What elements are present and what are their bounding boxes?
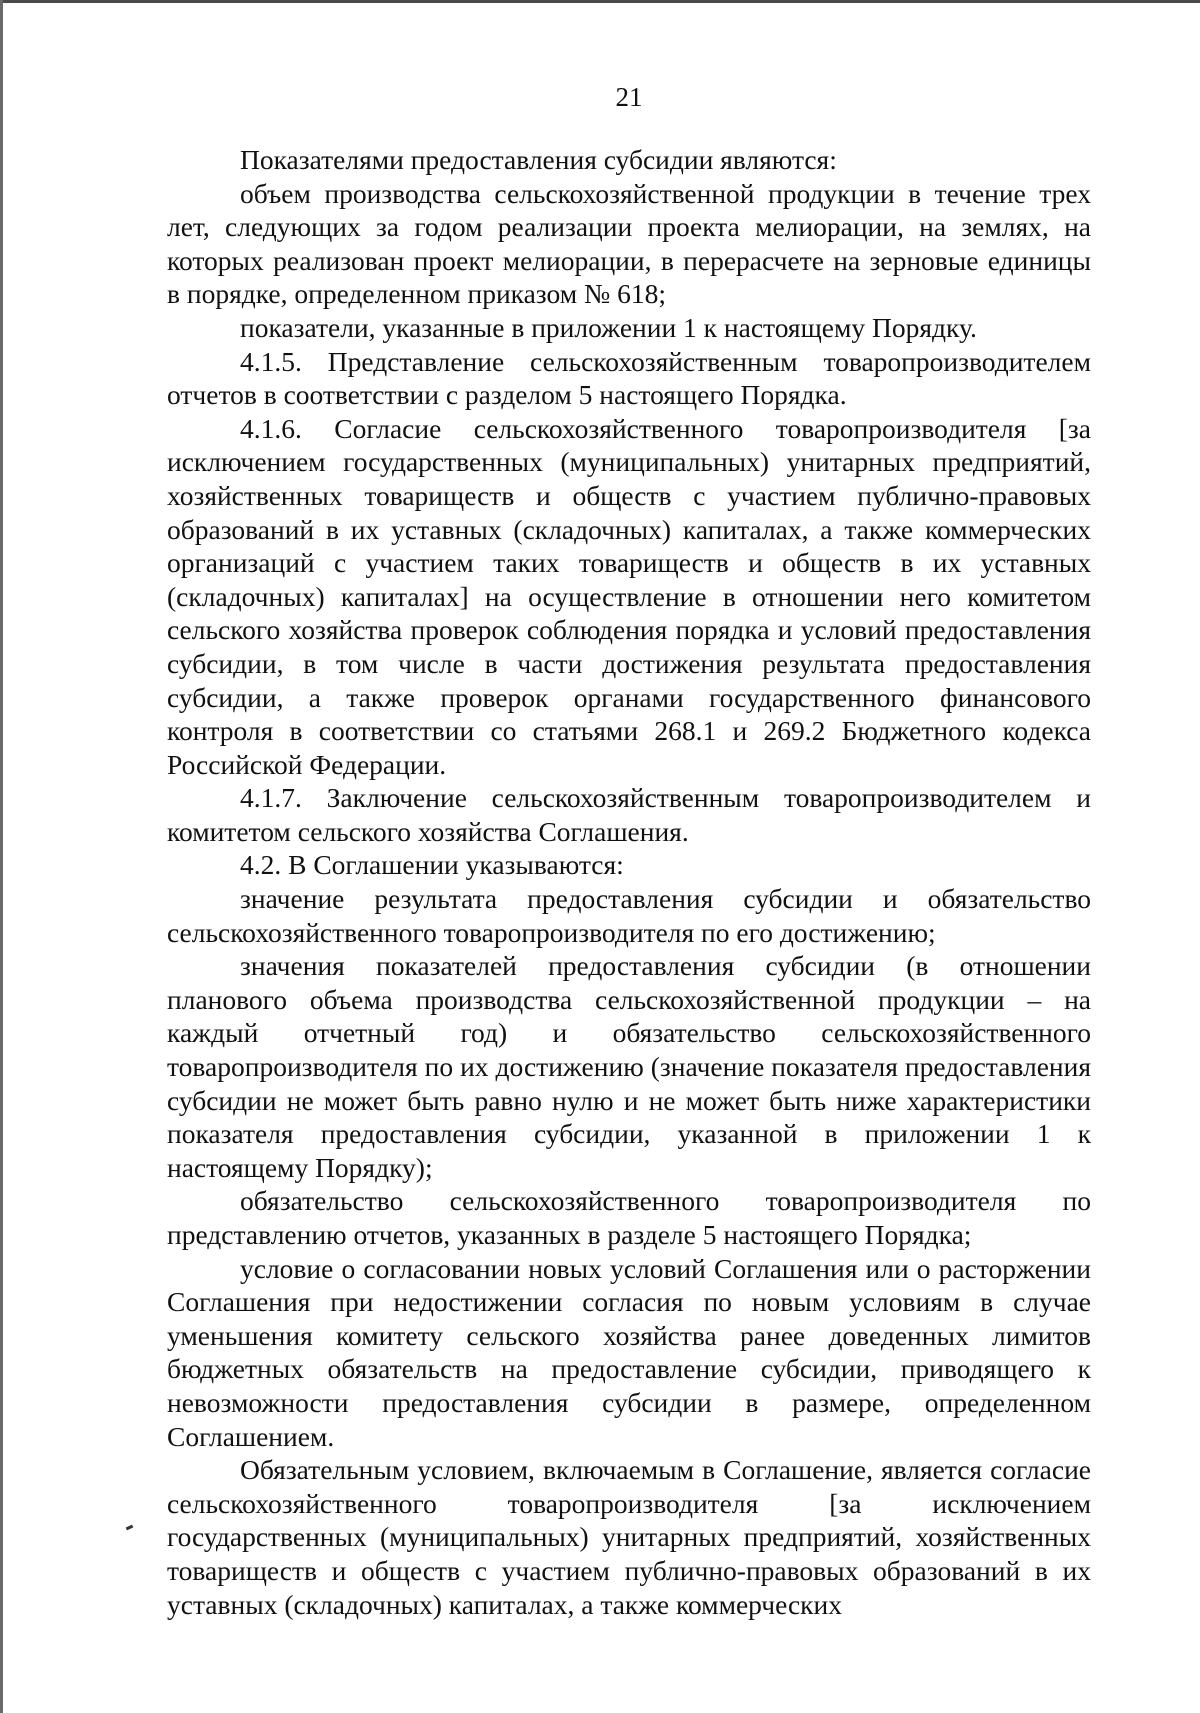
paragraph-appendix-indicators: показатели, указанные в приложении 1 к настоящему Порядку. [240, 311, 977, 343]
paragraph-reporting-obligation: обязательство сельскохозяйственного товаропроизводителя по представлению отчетов, указанных в разделе 5 настоящего Порядка; [167, 1185, 1091, 1250]
paragraph-indicators-intro: Показателями предоставления субсидии являются: [240, 144, 837, 175]
paragraph-clause-4-1-6: 4.1.6. Согласие сельскохозяйственного товаропроизводителя [за исключением государственных (муниципальных) унитарных предприятий, хозяйственных товариществ и обществ с участием публично-правовых образований в их уставных (складочных) капиталах, а также коммерческих организаций с участием таких товариществ и обществ в их уставных (складочных) капиталах] на осуществление в отношении него комитетом сельского хозяйства проверок соблюдения порядка и условий предоставления субсидии, в том числе в части достижения результата предоставления субсидии, а также проверок органами государственного финансового контроля в соответствии со статьями 268.1 и 269.2 Бюджетного кодекса Российской Федерации. [167, 412, 1091, 780]
paragraph-mandatory-condition: Обязательным условием, включаемым в Соглашение, является согласие сельскохозяйственного товаропроизводителя [за исключением государственных (муниципальных) унитарных предприятий, хозяйственных товариществ и обществ с участием публично-правовых образований в их уставных (складочных) капиталах, а также коммерческих [167, 1454, 1091, 1620]
scan-edge-left [0, 0, 3, 1713]
document-body [167, 143, 1091, 1621]
paragraph-clause-4-1-5: 4.1.5. Представление сельскохозяйственным товаропроизводителем отчетов в соответствии с разделом 5 настоящего Порядка. [167, 345, 1091, 411]
paragraph-clause-4-2: 4.2. В Соглашении указываются: [240, 849, 624, 881]
paragraph-new-conditions: условие о согласовании новых условий Соглашения или о расторжении Соглашения при недостижении согласия по новым условиям в случае уменьшения комитету сельского хозяйства ранее доведенных лимитов бюджетных обязательств на предоставление субсидии, приводящего к невозможности предоставления субсидии в размере, определенном Соглашением. [167, 1252, 1091, 1452]
paragraph-indicator-values: значения показателей предоставления субсидии (в отношении планового объема производства сельскохозяйственной продукции – на каждый отчетный год) и обязательство сельскохозяйственного товаропроизводителя по их достижению (значение показателя предоставления субсидии не может быть равно нулю и не может быть ниже характеристики показателя предоставления субсидии, указанной в приложении 1 к настоящему Порядку); [167, 950, 1091, 1183]
paragraph-clause-4-1-7: 4.1.7. Заключение сельскохозяйственным товаропроизводителем и комитетом сельского хозяйства Соглашения. [167, 782, 1091, 847]
paragraph-result-value: значение результата предоставления субсидии и обязательство сельскохозяйственного товаропроизводителя по его достижению; [167, 883, 1091, 948]
scan-edge-top [0, 0, 1200, 3]
paragraph-production-volume: объем производства сельскохозяйственной продукции в течение трех лет, следующих за годом реализации проекта мелиорации, на землях, на которых реализован проект мелиорации, в перерасчете на зерновые единицы в порядке, определенном приказом № 618; [167, 177, 1091, 310]
page-number: 21 [615, 82, 643, 112]
stray-scan-mark [126, 1525, 134, 1531]
